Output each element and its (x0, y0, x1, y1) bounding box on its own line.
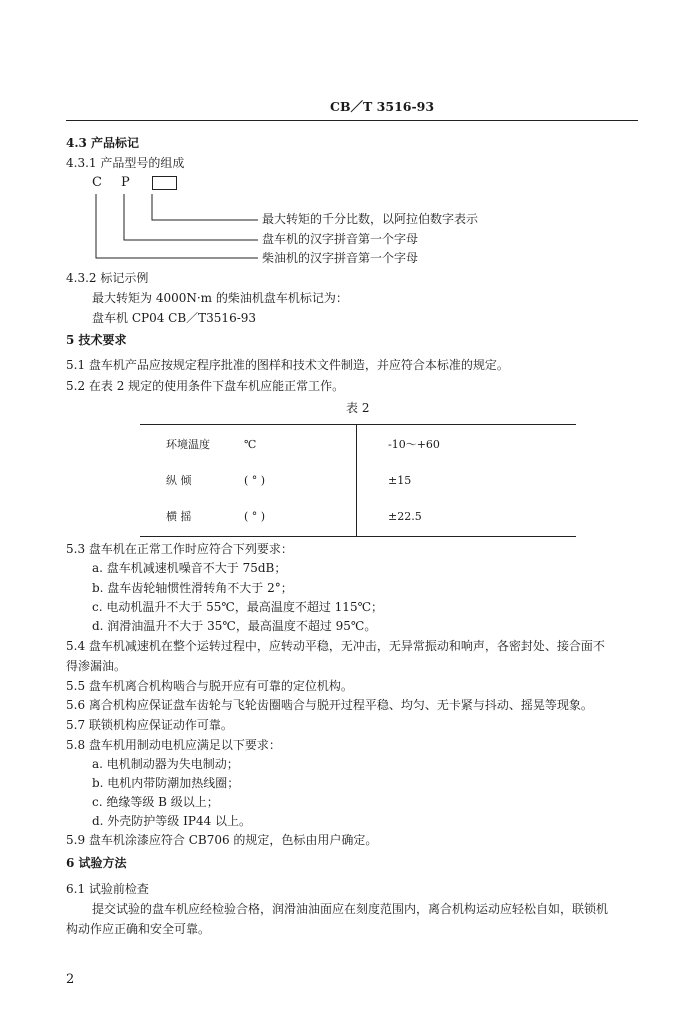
paragraph-6-1-line1: 提交试验的盘车机应经检验合格，润滑油油面应在刻度范围内，离合机构运动应轻松自如，联锁机 (92, 902, 609, 916)
model-letter-p: P (121, 175, 130, 190)
paragraph-5-6: 5.6 离合机构应保证盘车齿轮与飞轮齿圈啮合与脱开过程平稳、均匀、无卡紧与抖动、摇晃等现象。 (66, 698, 593, 712)
table-top-rule (140, 424, 576, 425)
table-row-value: ±15 (388, 474, 412, 487)
paragraph-5-3: 5.3 盘车机在正常工作时应符合下列要求： (66, 542, 293, 556)
paragraph-6-1-line2: 构动作应正确和安全可靠。 (66, 922, 211, 936)
leader-line-diesel (96, 194, 258, 258)
section-5-heading: 5 技术要求 (66, 333, 127, 347)
document-header: CB／T 3516-93 (330, 99, 435, 114)
list-item-5-3-b: b. 盘车齿轮轴惯性滑转角不大于 2°； (92, 581, 293, 595)
list-item-5-8-d: d. 外壳防护等级 IP44 以上。 (92, 814, 252, 828)
model-letter-c: C (92, 175, 102, 190)
paragraph-5-8: 5.8 盘车机用制动电机应满足以下要求： (66, 738, 281, 752)
table-row-name: 环境温度 (166, 438, 210, 451)
paragraph-5-2: 5.2 在表 2 规定的使用条件下盘车机应能正常工作。 (66, 379, 345, 393)
table-row-unit: ( ° ) (244, 474, 266, 487)
table-bottom-rule (140, 536, 576, 537)
list-item-5-3-a: a. 盘车机减速机噪音不大于 75dB； (92, 561, 287, 575)
legend-torque: 最大转矩的千分比数，以阿拉伯数字表示 (262, 212, 479, 226)
list-item-5-8-b: b. 电机内带防潮加热线圈； (92, 776, 240, 790)
table-row-name: 纵 倾 (166, 474, 192, 487)
paragraph-5-4-line1: 5.4 盘车机减速机在整个运转过程中，应转动平稳，无冲击，无异常振动和响声，各密封处、接合面不 (66, 639, 605, 653)
list-item-5-8-c: c. 绝缘等级 B 级以上； (92, 795, 219, 809)
marking-example-line2: 盘车机 CP04 CB／T3516-93 (92, 311, 257, 325)
leader-line-turning-gear (124, 194, 258, 240)
paragraph-5-5: 5.5 盘车机离合机构啮合与脱开应有可靠的定位机构。 (66, 679, 353, 693)
section-6-heading: 6 试验方法 (66, 856, 127, 870)
table-row-value: ±22.5 (388, 510, 422, 523)
legend-turning-gear: 盘车机的汉字拼音第一个字母 (262, 232, 419, 246)
table-2 (140, 424, 576, 537)
list-item-5-3-c: c. 电动机温升不大于 55℃，最高温度不超过 115℃； (92, 600, 384, 614)
page-number: 2 (66, 972, 75, 987)
paragraph-5-4-line2: 得渗漏油。 (66, 659, 127, 673)
list-item-5-8-a: a. 电机制动器为失电制动； (92, 757, 239, 771)
paragraph-5-7: 5.7 联锁机构应保证动作可靠。 (66, 718, 233, 732)
section-4-3-2-heading: 4.3.2 标记示例 (66, 271, 149, 285)
table-row-name: 横 摇 (166, 510, 192, 523)
paragraph-5-9: 5.9 盘车机涂漆应符合 CB706 的规定，色标由用户确定。 (66, 833, 378, 847)
section-6-1-heading: 6.1 试验前检查 (66, 882, 149, 896)
table-column-divider (356, 424, 357, 537)
table-row-unit: ( ° ) (244, 510, 266, 523)
section-4-3-1-heading: 4.3.1 产品型号的组成 (66, 156, 185, 170)
leader-line-torque (152, 194, 258, 220)
table-row-value: -10～+60 (388, 438, 440, 451)
paragraph-5-1: 5.1 盘车机产品应按规定程序批准的图样和技术文件制造，并应符合本标准的规定。 (66, 358, 509, 372)
marking-example-line1: 最大转矩为 4000N·m 的柴油机盘车机标记为： (92, 291, 348, 305)
legend-diesel: 柴油机的汉字拼音第一个字母 (262, 251, 419, 265)
table-2-title: 表 2 (346, 401, 370, 415)
table-row-unit: ℃ (244, 438, 257, 451)
section-4-3-heading: 4.3 产品标记 (66, 136, 140, 150)
list-item-5-3-d: d. 润滑油温升不大于 35℃，最高温度不超过 95℃。 (92, 619, 377, 633)
